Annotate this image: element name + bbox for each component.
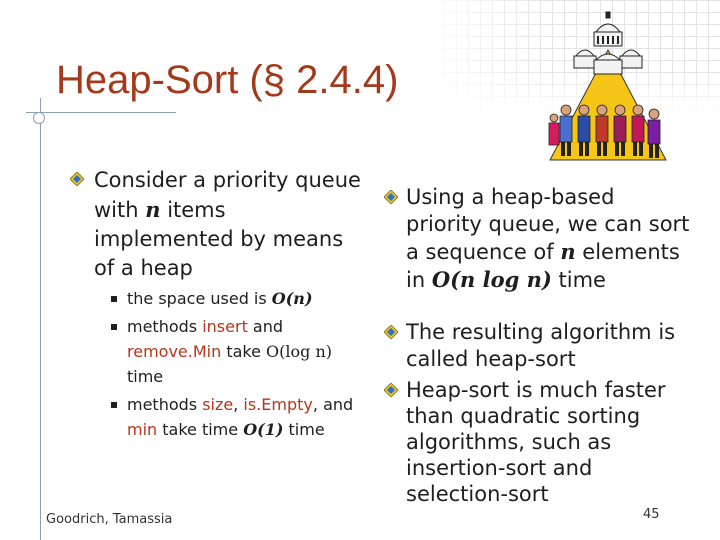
rule-ring-icon	[33, 112, 45, 124]
method-size: size	[202, 395, 234, 414]
method-min: min	[127, 420, 158, 439]
square-bullet-icon	[111, 402, 117, 408]
sub3-comma-a: ,	[233, 395, 244, 414]
bullet-diamond-icon	[384, 190, 398, 204]
sub2-text-a: methods	[127, 317, 203, 336]
right-bullet-heap-based	[406, 184, 690, 294]
sub-bullet-size-isempty-min	[127, 392, 357, 442]
page-number: 45	[643, 507, 660, 522]
method-isempty: is.Empty	[243, 395, 313, 414]
sub1-text: the space used is	[127, 289, 272, 308]
right-b1-math: O(n log n)	[431, 267, 552, 292]
sub3-comma-b: , and	[312, 395, 354, 414]
sub2-math: O(log n)	[266, 342, 333, 361]
sub3-text-a: methods	[127, 395, 203, 414]
sub2-text-c: take	[221, 342, 267, 361]
method-insert: insert	[202, 317, 248, 336]
people-pyramid-clipart	[546, 10, 670, 168]
sub-bullet-space	[127, 286, 357, 311]
sub3-text-b: take time	[157, 420, 244, 439]
sub2-text-b: and	[247, 317, 284, 336]
bullet-diamond-icon	[384, 325, 398, 339]
slide-title: Heap-Sort (§ 2.4.4)	[56, 58, 399, 102]
sub-bullet-insert-remove	[127, 314, 357, 389]
footer-author: Goodrich, Tamassia	[46, 512, 173, 527]
left-bullet-text-b: items implemented by means of a heap	[94, 198, 344, 280]
sub3-text-c: time	[283, 420, 325, 439]
right-bullet-faster: Heap-sort is much faster than quadratic sorting algorithms, such as insertion-sort and selection-sort	[406, 378, 666, 506]
bullet-diamond-icon	[384, 383, 398, 397]
left-rule	[40, 98, 41, 540]
sub1-math: O(n)	[271, 289, 313, 308]
method-removemin: remove.Min	[127, 342, 222, 361]
bullet-diamond-icon	[70, 172, 84, 186]
right-b1-text-b: elements in	[406, 240, 680, 292]
square-bullet-icon	[111, 324, 117, 330]
title-underline	[26, 112, 176, 113]
sub2-text-d: time	[127, 367, 164, 386]
left-main-bullet	[94, 166, 364, 283]
left-bullet-text-a: Consider a priority queue with	[94, 168, 361, 222]
right-bullet-resulting-algorithm: The resulting algorithm is called heap-sort	[406, 320, 676, 371]
var-n: n	[560, 239, 576, 264]
right-b1-text-c: time	[551, 268, 606, 292]
sub3-math: O(1)	[243, 420, 284, 439]
square-bullet-icon	[111, 296, 117, 302]
right-b1-text-a: Using a heap-based priority queue, we can sort a sequence of	[406, 185, 690, 264]
var-n: n	[145, 197, 161, 222]
